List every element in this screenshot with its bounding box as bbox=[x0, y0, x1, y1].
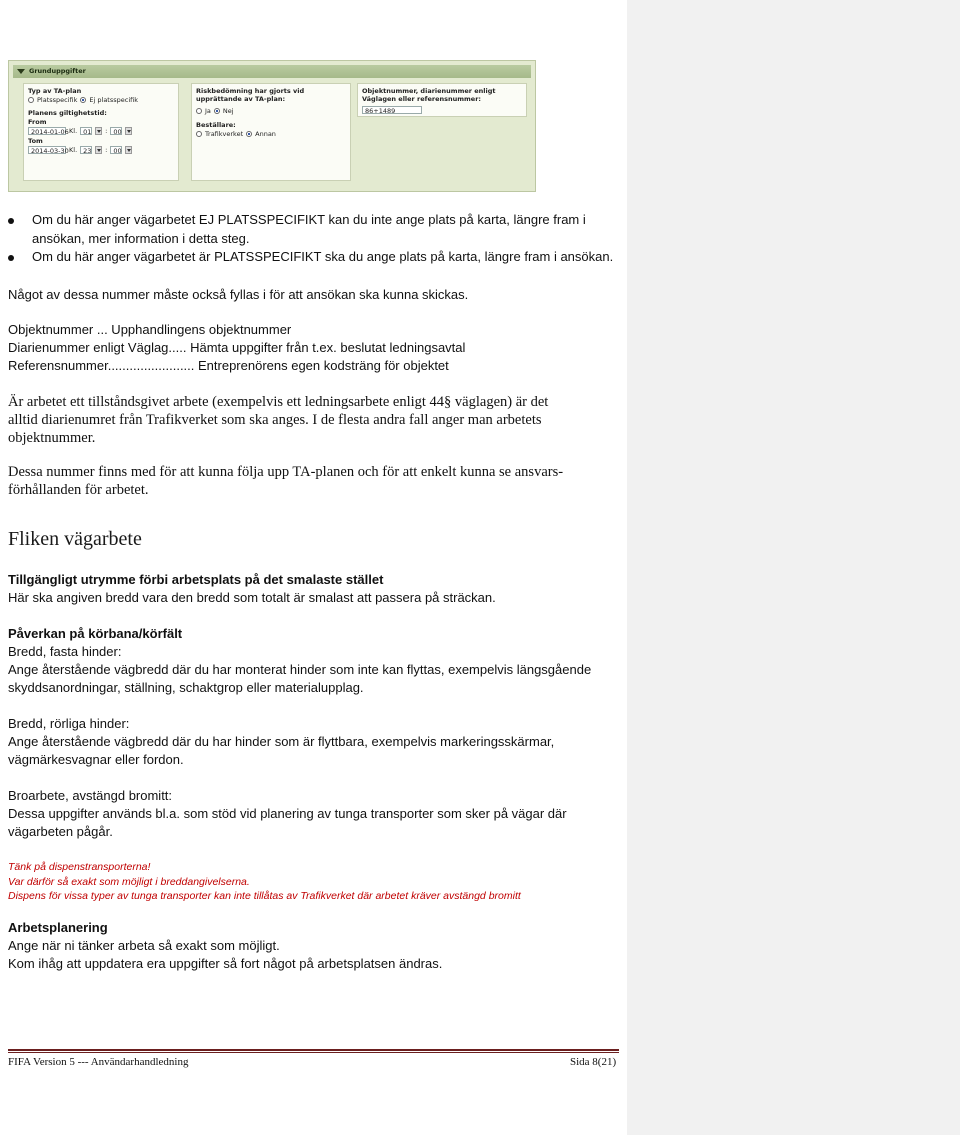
object-number-panel bbox=[357, 83, 527, 117]
radio-annan[interactable] bbox=[246, 131, 252, 137]
tom-date-field[interactable]: 2014-03-30 bbox=[28, 146, 66, 154]
page-number: Sida 8(21) bbox=[570, 1056, 617, 1068]
field-label: Bredd, rörliga hinder: bbox=[8, 716, 130, 731]
paragraph: Kom ihåg att uppdatera era uppgifter så fort något på arbetsplatsen ändras. bbox=[8, 956, 443, 971]
note-red: Var därför så exakt som möjligt i breddangivelserna. bbox=[8, 876, 250, 888]
paragraph: Här ska angiven bredd vara den bredd som totalt är smalast att passera på sträckan. bbox=[8, 590, 496, 605]
paragraph: förhållanden för arbetet. bbox=[8, 482, 149, 498]
plan-type-options bbox=[28, 96, 174, 104]
from-minute-select[interactable]: 00 bbox=[110, 127, 122, 135]
radio-annan-label: Annan bbox=[255, 130, 276, 138]
paragraph: alltid diarienumret från Trafikverket som ska anges. I de flesta andra fall anger man arbetets bbox=[8, 412, 542, 428]
paragraph: Ange återstående vägbredd där du har monterat hinder som inte kan flyttas, exempelvis längsgående bbox=[8, 662, 592, 677]
bullet-text: Om du här anger vägarbetet är PLATSSPECIFIKT ska du ange plats på karta, längre fram i ansökan. bbox=[32, 249, 614, 264]
comment-pane bbox=[627, 0, 960, 1135]
radio-ja-label: Ja bbox=[205, 107, 211, 115]
bestallare-label: Beställare: bbox=[196, 121, 236, 129]
bullet-icon bbox=[8, 255, 14, 261]
radio-nej[interactable] bbox=[214, 108, 220, 114]
object-number-field[interactable]: 86+1489 bbox=[362, 106, 422, 114]
kl-label: Kl. bbox=[69, 146, 78, 154]
embedded-form-screenshot bbox=[8, 60, 536, 192]
tom-label: Tom bbox=[28, 137, 43, 145]
paragraph: Ange när ni tänker arbeta så exakt som möjligt. bbox=[8, 938, 280, 953]
risk-panel bbox=[191, 83, 351, 181]
bullet-text: Om du här anger vägarbetet EJ PLATSSPECIFIKT kan du inte ange plats på karta, längre fram i bbox=[32, 212, 586, 227]
plan-type-label: Typ av TA-plan bbox=[28, 87, 82, 95]
footer-rule bbox=[8, 1052, 619, 1053]
tom-minute-select[interactable]: 00 bbox=[110, 146, 122, 154]
paragraph: Något av dessa nummer måste också fyllas i för att ansökan ska kunna skickas. bbox=[8, 287, 469, 302]
field-label: Broarbete, avstängd bromitt: bbox=[8, 788, 173, 803]
paragraph: Dessa nummer finns med för att kunna följa upp TA-planen och för att enkelt kunna se ansvars- bbox=[8, 464, 564, 480]
radio-ja[interactable] bbox=[196, 108, 202, 114]
section-header bbox=[13, 65, 531, 78]
dropdown-arrow-icon[interactable] bbox=[95, 127, 102, 135]
bullet-text: ansökan, mer information i detta steg. bbox=[32, 231, 250, 246]
from-hour-select[interactable]: 01 bbox=[80, 127, 92, 135]
from-date-field[interactable]: 2014-01-06 bbox=[28, 127, 66, 135]
dropdown-arrow-icon[interactable] bbox=[125, 146, 132, 154]
radio-ej-label: Ej platsspecifik bbox=[89, 96, 138, 104]
risk-options bbox=[196, 107, 346, 115]
kl-label: Kl. bbox=[69, 127, 78, 135]
paragraph: Är arbetet ett tillståndsgivet arbete (exempelvis ett ledningsarbete enligt 44§ väglagen) är det bbox=[8, 394, 549, 410]
footer-title: FIFA Version 5 --- Användarhandledning bbox=[8, 1056, 189, 1068]
from-row: 2014-01-06 Kl. 01 : 00 bbox=[28, 127, 174, 135]
subheading: Påverkan på körbana/körfält bbox=[8, 626, 183, 641]
from-label: From bbox=[28, 118, 47, 126]
radio-nej-label: Nej bbox=[222, 107, 234, 115]
subheading: Tillgängligt utrymme förbi arbetsplats på det smalaste stället bbox=[8, 572, 384, 587]
plan-type-panel bbox=[23, 83, 179, 181]
section-heading: Fliken vägarbete bbox=[8, 528, 142, 550]
paragraph: vägarbeten pågår. bbox=[8, 824, 113, 839]
radio-platsspecifik[interactable] bbox=[28, 97, 34, 103]
paragraph: Dessa uppgifter används bl.a. som stöd vid planering av tunga transporter som sker på vägar där bbox=[8, 806, 567, 821]
radio-platsspecifik-label: Platsspecifik bbox=[37, 96, 78, 104]
paragraph: objektnummer. bbox=[8, 430, 96, 446]
paragraph: skyddsanordningar, ställning, schaktgrop eller materialupplag. bbox=[8, 680, 364, 695]
tom-row: 2014-03-30 Kl. 23 : 00 bbox=[28, 146, 174, 154]
subheading: Arbetsplanering bbox=[8, 920, 108, 935]
section-header-label: Grunduppgifter bbox=[29, 67, 86, 75]
dropdown-arrow-icon[interactable] bbox=[125, 127, 132, 135]
radio-trafikverket-label: Trafikverket bbox=[205, 130, 244, 138]
note-red: Dispens för vissa typer av tunga transporter kan inte tillåtas av Trafikverket där arbetet kräver avstängd bromitt bbox=[8, 890, 521, 902]
bullet-icon bbox=[8, 218, 14, 224]
paragraph: vägmärkesvagnar eller fordon. bbox=[8, 752, 184, 767]
collapse-arrow-icon bbox=[17, 69, 25, 74]
tom-hour-select[interactable]: 23 bbox=[80, 146, 92, 154]
field-label: Bredd, fasta hinder: bbox=[8, 644, 122, 659]
radio-ej-platsspecifik[interactable] bbox=[80, 97, 86, 103]
paragraph: Ange återstående vägbredd där du har hinder som är flyttbara, exempelvis markeringsskärmar, bbox=[8, 734, 555, 749]
note-red: Tänk på dispenstransporterna! bbox=[8, 861, 151, 873]
toc-line: Diarienummer enligt Väglag..... Hämta uppgifter från t.ex. beslutat ledningsavtal bbox=[8, 340, 466, 355]
footer-rule bbox=[8, 1049, 619, 1051]
object-number-label: Objektnummer, diarienummer enligt Väglagen eller referensnummer: bbox=[362, 87, 496, 103]
risk-label: Riskbedömning har gjorts vid upprättande av TA-plan: bbox=[196, 87, 305, 103]
validity-label: Planens giltighetstid: bbox=[28, 109, 107, 117]
radio-trafikverket[interactable] bbox=[196, 131, 202, 137]
dropdown-arrow-icon[interactable] bbox=[95, 146, 102, 154]
bestallare-options bbox=[196, 130, 346, 138]
toc-line: Referensnummer........................ Entreprenörens egen kodsträng för objektet bbox=[8, 358, 449, 373]
toc-line: Objektnummer ... Upphandlingens objektnummer bbox=[8, 322, 292, 337]
